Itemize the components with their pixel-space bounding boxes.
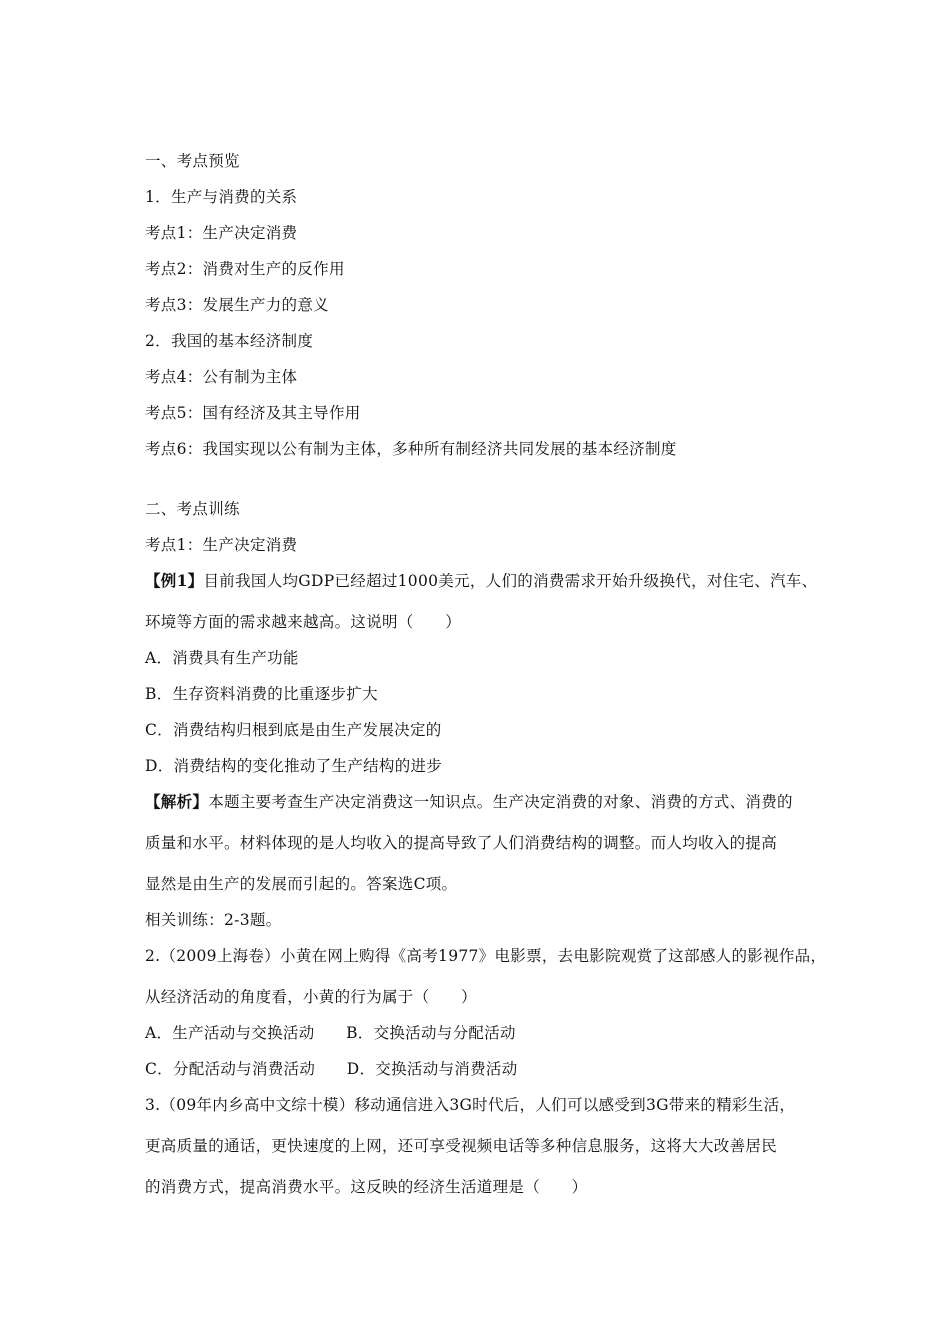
outline-item: 1．生产与消费的关系 bbox=[145, 188, 298, 206]
question-2-stem-cont: 从经济活动的角度看，小黄的行为属于（ ） bbox=[145, 988, 477, 1006]
analysis-paragraph bbox=[145, 791, 835, 813]
option-a: A．消费具有生产功能 bbox=[145, 649, 299, 667]
question-3-stem: 3.（09年内乡高中文综十模）移动通信进入3G时代后，人们可以感受到3G带来的精彩生活， bbox=[145, 1096, 796, 1114]
analysis-line: 质量和水平。材料体现的是人均收入的提高导致了人们消费结构的调整。而人均收入的提高 bbox=[145, 834, 778, 852]
example-tag: 【例1】 bbox=[145, 571, 204, 590]
question-3-stem-cont: 的消费方式，提高消费水平。这反映的经济生活道理是（ ） bbox=[145, 1178, 588, 1196]
outline-item: 考点6：我国实现以公有制为主体，多种所有制经济共同发展的基本经济制度 bbox=[145, 440, 677, 458]
related-training: 相关训练：2-3题。 bbox=[145, 911, 282, 929]
outline-item: 2．我国的基本经济制度 bbox=[145, 332, 314, 350]
section-heading-training: 二、考点训练 bbox=[145, 500, 240, 518]
example-stem-text: 目前我国人均GDP已经超过1000美元，人们的消费需求开始升级换代，对住宅、汽车、 bbox=[203, 572, 818, 590]
topic-title: 考点1：生产决定消费 bbox=[145, 536, 298, 554]
outline-item: 考点4：公有制为主体 bbox=[145, 368, 298, 386]
outline-item: 考点5：国有经济及其主导作用 bbox=[145, 404, 361, 422]
question-3-stem-cont: 更高质量的通话，更快速度的上网，还可享受视频电话等多种信息服务，这将大大改善居民 bbox=[145, 1137, 778, 1155]
outline-item: 考点3：发展生产力的意义 bbox=[145, 296, 329, 314]
example-stem bbox=[145, 570, 835, 592]
outline-item: 考点1：生产决定消费 bbox=[145, 224, 298, 242]
question-2-options-row: C．分配活动与消费活动 D．交换活动与消费活动 bbox=[145, 1060, 518, 1078]
outline-item: 考点2：消费对生产的反作用 bbox=[145, 260, 345, 278]
analysis-line: 显然是由生产的发展而引起的。答案选C项。 bbox=[145, 875, 458, 893]
question-2-options-row: A．生产活动与交换活动 B．交换活动与分配活动 bbox=[145, 1024, 516, 1042]
option-b: B．生存资料消费的比重逐步扩大 bbox=[145, 685, 378, 703]
example-stem-cont: 环境等方面的需求越来越高。这说明（ ） bbox=[145, 613, 462, 631]
question-2-stem: 2.（2009上海卷）小黄在网上购得《高考1977》电影票，去电影院观赏了这部感人的影视作品， bbox=[145, 947, 827, 965]
section-heading-preview: 一、考点预览 bbox=[145, 152, 240, 170]
option-d: D．消费结构的变化推动了生产结构的进步 bbox=[145, 757, 443, 775]
option-c: C．消费结构归根到底是由生产发展决定的 bbox=[145, 721, 442, 739]
analysis-tag: 【解析】 bbox=[145, 792, 209, 811]
analysis-text: 本题主要考查生产决定消费这一知识点。生产决定消费的对象、消费的方式、消费的 bbox=[208, 793, 793, 811]
